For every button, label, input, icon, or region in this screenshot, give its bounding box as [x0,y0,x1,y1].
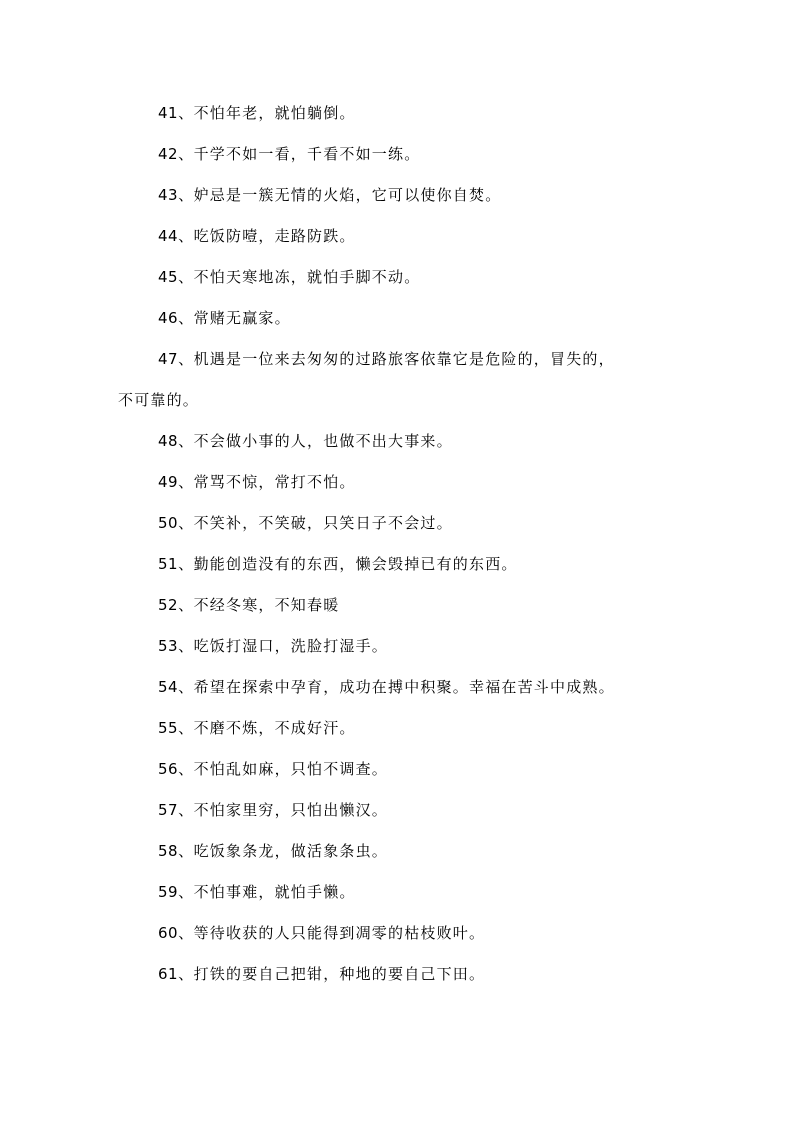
proverb-text: 不笑补，不笑破，只笑日子不会过。 [193,514,453,532]
proverb-text: 吃饭打湿口，洗脸打湿手。 [193,637,388,655]
proverb-list [118,103,688,1005]
proverb-number: 46、 [158,309,194,327]
proverb-number: 54、 [158,678,194,696]
proverb-text: 千学不如一看，千看不如一练。 [193,145,421,163]
proverb-number: 43、 [158,186,194,204]
proverb-item [118,226,688,246]
proverb-item [118,103,688,123]
proverb-number: 47、 [158,350,194,368]
proverb-item [118,431,688,451]
proverb-line [158,349,688,369]
proverb-item [118,554,688,574]
proverb-number: 41、 [158,104,194,122]
proverb-number: 42、 [158,145,194,163]
proverb-text: 不怕天寒地冻，就怕手脚不动。 [193,268,421,286]
proverb-number: 58、 [158,842,194,860]
proverb-item [118,267,688,287]
proverb-number: 52、 [158,596,194,614]
proverb-item [118,677,688,697]
proverb-continuation: 不可靠的。 [118,391,200,409]
proverb-text: 妒忌是一簇无情的火焰，它可以使你自焚。 [193,186,502,204]
proverb-number: 60、 [158,924,194,942]
proverb-item [118,964,688,984]
proverb-text: 勤能创造没有的东西，懒会毁掉已有的东西。 [193,555,518,573]
proverb-text: 不怕家里穷，只怕出懒汉。 [193,801,388,819]
proverb-number: 53、 [158,637,194,655]
proverb-item [118,800,688,820]
proverb-number: 55、 [158,719,194,737]
proverb-item [118,759,688,779]
proverb-item [118,144,688,164]
proverb-text: 等待收获的人只能得到凋零的枯枝败叶。 [193,924,486,942]
proverb-item [118,513,688,533]
proverb-text: 打铁的要自己把钳，种地的要自己下田。 [193,965,486,983]
proverb-item [118,349,688,410]
proverb-number: 51、 [158,555,194,573]
proverb-item [118,472,688,492]
proverb-number: 57、 [158,801,194,819]
proverb-item [118,636,688,656]
proverb-item [118,185,688,205]
proverb-text: 不怕事难，就怕手懒。 [193,883,356,901]
proverb-text: 不怕乱如麻，只怕不调查。 [193,760,388,778]
proverb-number: 61、 [158,965,194,983]
proverb-number: 56、 [158,760,194,778]
proverb-text: 不怕年老，就怕躺倒。 [193,104,356,122]
proverb-text: 吃饭象条龙，做活象条虫。 [193,842,388,860]
proverb-number: 45、 [158,268,194,286]
proverb-number: 50、 [158,514,194,532]
proverb-number: 44、 [158,227,194,245]
proverb-text: 不磨不炼，不成好汗。 [193,719,356,737]
proverb-item [118,923,688,943]
proverb-number: 48、 [158,432,194,450]
proverb-item [118,595,688,615]
proverb-text: 常骂不惊，常打不怕。 [193,473,356,491]
proverb-item [118,718,688,738]
proverb-text: 希望在探索中孕育，成功在搏中积聚。幸福在苦斗中成熟。 [193,678,615,696]
proverb-text: 吃饭防噎，走路防跌。 [193,227,356,245]
proverb-item [118,308,688,328]
proverb-text: 常赌无赢家。 [193,309,291,327]
proverb-number: 59、 [158,883,194,901]
proverb-text: 不会做小事的人，也做不出大事来。 [193,432,453,450]
proverb-number: 49、 [158,473,194,491]
proverb-item [118,841,688,861]
proverb-text: 机遇是一位来去匆匆的过路旅客依靠它是危险的，冒失的， [193,350,615,368]
proverb-item [118,882,688,902]
proverb-text: 不经冬寒，不知春暖 [193,596,340,614]
